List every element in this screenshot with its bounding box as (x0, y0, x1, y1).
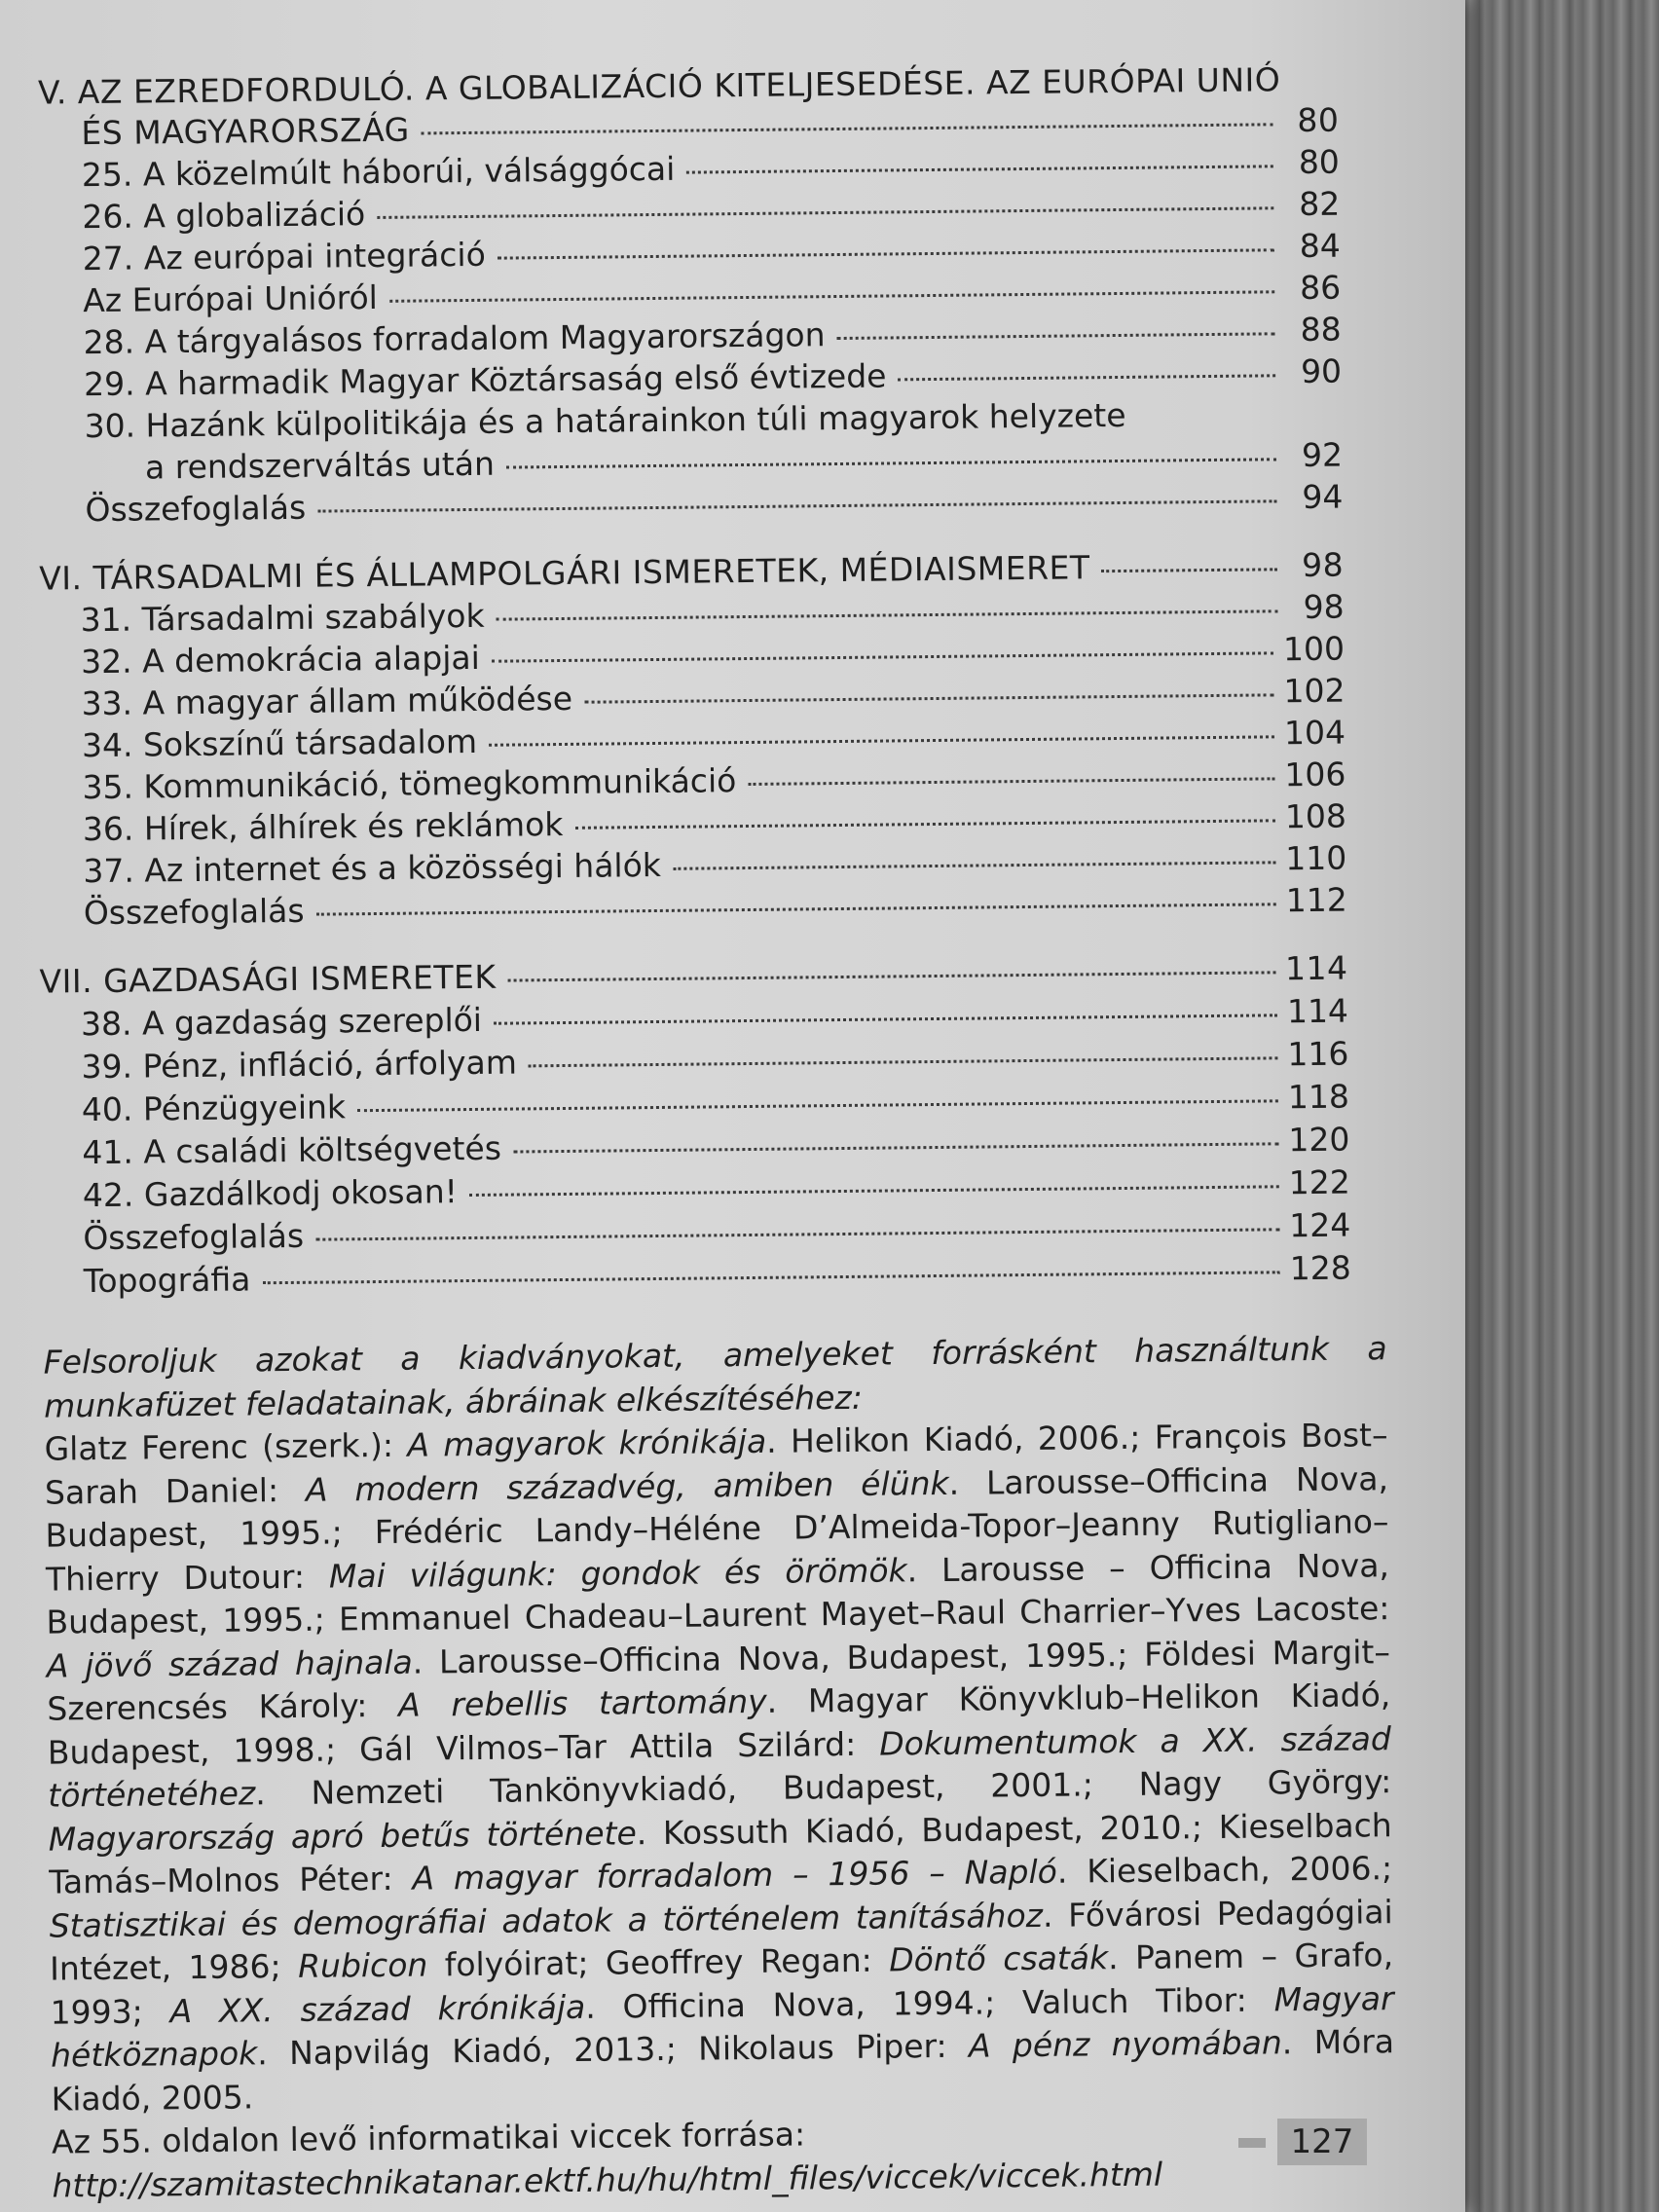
sources-reference-list (44, 1414, 1394, 2120)
toc-page-number: 112 (1285, 880, 1347, 920)
toc-page-number: 86 (1299, 268, 1342, 308)
toc-title: 31. Társadalmi szabályok (80, 596, 485, 640)
ref-details: . Móra Kiadó, 2005. (51, 2022, 1395, 2119)
dot-leader (315, 1228, 1279, 1240)
toc-title: 26. A globalizáció (82, 195, 366, 237)
toc-title: 25. A közelmúlt háborúi, válsággócai (81, 149, 676, 195)
ref-details: . Panem – Grafo, 1993; (50, 1936, 1394, 2032)
toc-page-number: 82 (1299, 184, 1341, 224)
ref-details: . Larousse–Officina Nova, Budapest, 1995.; (412, 1635, 1145, 1681)
dot-leader (389, 290, 1274, 303)
ref-details: . Magyar Könyvklub–Helikon Kiadó, Budapest, 1998.; (47, 1676, 1391, 1772)
toc-title: 40. Pénzügyeink (81, 1088, 347, 1129)
ref-details: . Kieselbach, 2006.; (1056, 1849, 1393, 1891)
toc-page-number: 98 (1301, 545, 1345, 585)
dot-leader (898, 374, 1275, 381)
toc-page-number: 122 (1288, 1162, 1350, 1202)
section-vii-title: VII. GAZDASÁGI ISMERETEK (39, 957, 497, 1001)
toc-page-number: 108 (1284, 796, 1347, 836)
toc-title: 36. Hírek, álhírek és reklámok (82, 804, 564, 849)
section-v-title-line1: V. AZ EZREDFORDULÓ. A GLOBALIZÁCIÓ KITELJESEDÉSE. AZ EURÓPAI UNIÓ (37, 60, 1281, 112)
toc-title: 29. A harmadik Magyar Köztársaság első évtizede (83, 356, 887, 404)
ref-author: Kieselbach Tamás–Molnos Péter: (49, 1805, 1392, 1901)
dot-leader (422, 123, 1273, 134)
toc-title: 39. Pénz, infláció, árfolyam (81, 1043, 518, 1087)
dot-leader (686, 165, 1273, 173)
toc-page-number: 104 (1283, 713, 1346, 753)
dot-leader (469, 1185, 1279, 1197)
toc-title: 42. Gazdálkodj okosan! (82, 1172, 459, 1215)
sources-intro: Felsoroljuk azokat a kiadványokat, amelyeket forrásként használtunk a munkafüzet feladatainak, ábráinak elkészítéséhez: (43, 1329, 1387, 1425)
dot-leader (262, 1271, 1279, 1284)
dot-leader (498, 248, 1274, 259)
toc-title: 35. Kommunikáció, tömegkommunikáció (82, 761, 737, 807)
ref-title: Magyar hétköznapok (50, 1978, 1394, 2075)
ref-author: Nikolaus Piper: (697, 2026, 970, 2068)
page-number: 127 (1277, 2119, 1367, 2165)
ref-details: folyóirat; (427, 1943, 607, 1984)
ref-details: . Larousse – Officina Nova, Budapest, 1995.; (46, 1545, 1390, 1641)
ref-author: Valuch Tibor: (1021, 1979, 1274, 2021)
section-vi-title: VI. TÁRSADALMI ÉS ÁLLAMPOLGÁRI ISMERETEK, MÉDIAISMERET (39, 548, 1090, 598)
toc-title: Összefoglalás (83, 1216, 305, 1258)
toc-title: 37. Az internet és a közösségi hálók (83, 845, 662, 891)
ref-details: . Nemzeti Tankönyvkiadó, Budapest, 2001.; (255, 1764, 1139, 1813)
ref-title: Mai világunk: gondok és örömök (328, 1550, 907, 1596)
toc-title: 38. A gazdaság szereplői (80, 1000, 483, 1044)
toc-title: Összefoglalás (83, 891, 305, 933)
dot-leader (673, 861, 1275, 869)
dot-leader (508, 971, 1276, 981)
toc-title: 28. A tárgyalásos forradalom Magyarországon (83, 315, 826, 362)
ref-title: A rebellis tartomány (397, 1681, 767, 1724)
toc-page-number: 92 (1301, 435, 1344, 475)
dot-leader (497, 609, 1278, 620)
toc-title: Összefoglalás (85, 488, 307, 530)
toc-page-number: 110 (1285, 838, 1347, 878)
ref-title: A pénz nyomában (968, 2023, 1282, 2065)
ref-details: . Fővárosi Pedagógiai Intézet, 1986; (49, 1892, 1393, 1988)
ref-title: Statisztikai és demográfiai adatok a történelem tanításához (49, 1896, 1044, 1945)
dot-leader (492, 651, 1273, 662)
toc-page-number: 80 (1298, 142, 1341, 182)
toc-title: 33. A magyar állam működése (81, 679, 573, 723)
ref-details: . Kossuth Kiadó, Budapest, 2010.; (636, 1807, 1219, 1852)
toc-page-number: 94 (1302, 477, 1344, 517)
ref-author: Frédéric Landy–Héléne D’Almeida-Topor–Jeanny Rutigliano–Thierry Dutour: (45, 1502, 1389, 1599)
ref-author: Nagy György: (1138, 1762, 1392, 1803)
ref-author: Gál Vilmos–Tar Attila Szilárd: (358, 1724, 880, 1768)
ref-title: A XX. század krónikája (169, 1987, 586, 2030)
ref-details: . Larousse–Officina Nova, Budapest, 1995.; (45, 1458, 1389, 1555)
ref-author: Glatz Ferenc (szerk.): (44, 1425, 408, 1468)
section-v-title-line2: ÉS MAGYARORSZÁG (81, 110, 410, 153)
dot-leader (529, 1056, 1278, 1067)
dot-leader (1102, 568, 1278, 572)
dot-leader (494, 1014, 1277, 1024)
dot-leader (513, 1142, 1278, 1153)
ref-title: Dokumentumok a XX. század történetéhez (48, 1718, 1391, 1815)
toc-page-number: 84 (1299, 226, 1341, 266)
toc-page-number: 120 (1288, 1120, 1350, 1160)
toc-page-number: 118 (1287, 1077, 1350, 1117)
ref-title: A jövő század hajnala (46, 1642, 413, 1685)
dot-leader (584, 693, 1273, 703)
ref-title: Magyarország apró betűs története (48, 1813, 637, 1859)
toc-title-continuation: a rendszerváltás után (144, 444, 496, 487)
toc-title: 41. A családi költségvetés (82, 1128, 502, 1172)
toc-page-number: 100 (1282, 629, 1346, 669)
sources-section (43, 1327, 1395, 2207)
dot-leader (489, 735, 1274, 746)
toc-title: 32. A demokrácia alapjai (80, 638, 480, 682)
toc-title: 34. Sokszínű társadalom (81, 721, 478, 765)
toc-title: Az Európai Unióról (83, 277, 379, 320)
ref-details: . Officina Nova, 1994.; (585, 1982, 1023, 2026)
toc-page-number: 90 (1300, 351, 1343, 391)
toc-page-number: 88 (1300, 310, 1342, 350)
page-number-decoration (1238, 2138, 1266, 2148)
toc-page-number: 116 (1287, 1034, 1349, 1074)
ref-author: Geoffrey Regan: (605, 1940, 890, 1982)
toc-page-number: 114 (1284, 948, 1348, 988)
dot-leader (748, 777, 1274, 786)
ref-details: . Helikon Kiadó, 2006.; (765, 1418, 1155, 1460)
ref-title: A magyarok krónikája (407, 1421, 767, 1464)
toc-page-number: 106 (1284, 755, 1346, 794)
ref-author: François Bost–Sarah Daniel: (44, 1416, 1388, 1512)
toc-title: 27. Az európai integráció (82, 235, 486, 278)
toc-page-number: 124 (1289, 1205, 1351, 1245)
dot-leader (357, 1099, 1278, 1112)
dot-leader (574, 819, 1274, 830)
ref-details: . Napvilág Kiadó, 2013.; (257, 2029, 699, 2073)
dot-leader (317, 499, 1276, 512)
toc-page-number: 114 (1286, 991, 1349, 1031)
dot-leader (316, 903, 1276, 915)
ref-title: A magyar forradalom – 1956 – Napló (412, 1852, 1058, 1898)
ref-title: Döntő csaták (889, 1938, 1109, 1979)
toc-page-number: 80 (1297, 100, 1340, 140)
ref-author: Földesi Margit–Szerencsés Károly: (47, 1632, 1391, 1728)
jokes-source-line: Az 55. oldalon levő informatikai viccek forrása: (51, 2115, 806, 2161)
toc-page-number: 128 (1289, 1248, 1351, 1288)
toc-title: 30. Hazánk külpolitikája és a határainkon túli magyarok helyzete (84, 395, 1126, 446)
ref-author: Emmanuel Chadeau–Laurent Mayet–Raul Charrier–Yves Lacoste: (338, 1589, 1390, 1639)
dot-leader (506, 458, 1276, 468)
toc-page-number: 98 (1303, 587, 1345, 627)
ref-title: A modern századvég, amiben élünk (305, 1463, 949, 1509)
toc-title: Topográfia (83, 1260, 251, 1301)
dot-leader (377, 206, 1273, 219)
dot-leader (837, 332, 1275, 340)
ref-title: Rubicon (297, 1945, 428, 1985)
toc-row (84, 1249, 1351, 1302)
jokes-source-url: http://szamitastechnikatanar.ektf.hu/hu/html_files/viccek/viccek.html (52, 2155, 1163, 2205)
toc-page-number: 102 (1283, 671, 1346, 711)
